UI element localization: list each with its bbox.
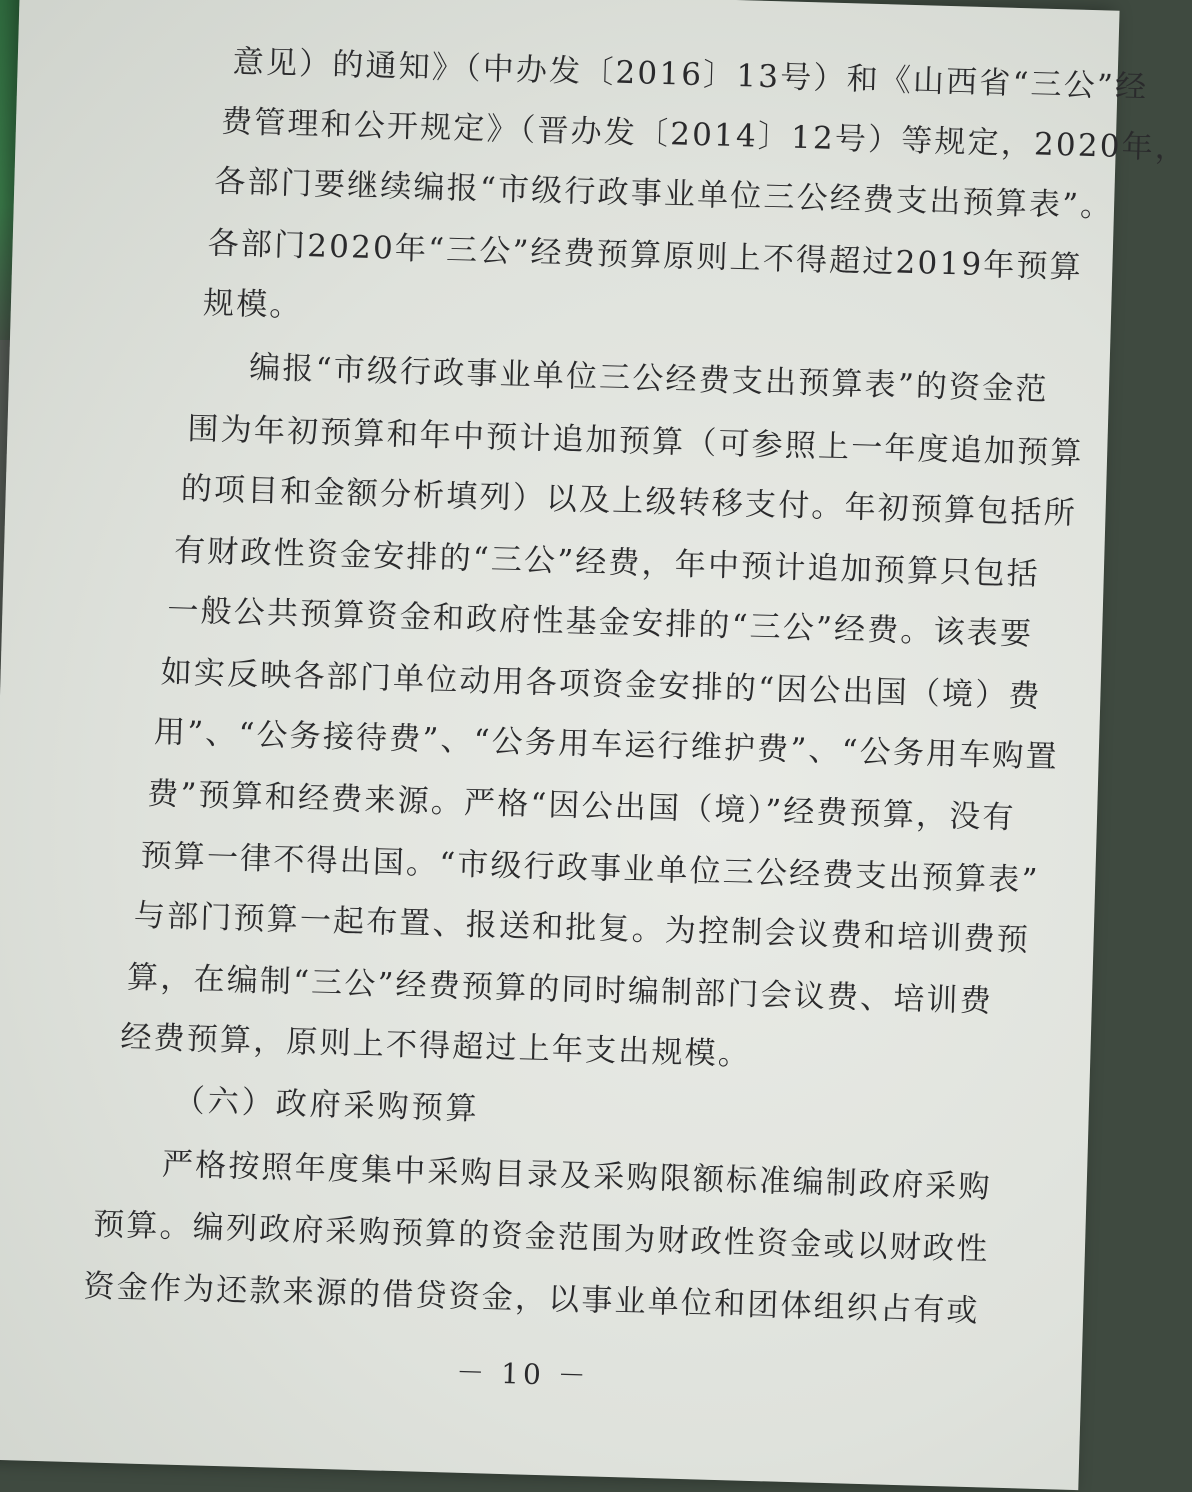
text-line-13: 费”预算和经费来源。严格“因公出国（境）”经费预算，没有	[146, 775, 1017, 837]
text-line-6: 编报“市级行政事业单位三公经费支出预算表”的资金范	[248, 349, 1050, 408]
page-number: － 10 －	[455, 1355, 591, 1393]
text-line-8: 的项目和金额分析填列）以及上级转移支付。年初预算包括所	[180, 470, 1078, 532]
text-line-2: 费管理和公开规定》（晋办发〔2014〕12号）等规定，2020年，	[220, 103, 1189, 167]
text-line-20: 预算。编列政府采购预算的资金范围为财政性资金或以财政性	[92, 1206, 990, 1268]
text-line-11: 如实反映各部门单位动用各项资金安排的“因公出国（境）费	[160, 654, 1043, 715]
text-line-1: 意见）的通知》（中办发〔2016〕13号）和《山西省“三公”经	[232, 43, 1149, 106]
text-line-10: 一般公共预算资金和政府性基金安排的“三公”经费。该表要	[166, 592, 1034, 653]
text-line-17: 经费预算，原则上不得超过上年支出规模。	[120, 1019, 752, 1073]
text-line-3: 各部门要继续编报“市级行政事业单位三公经费支出预算表”。	[213, 163, 1114, 225]
text-line-15: 与部门预算一起布置、报送和批复。为控制会议费和培训费预	[133, 897, 1031, 959]
text-line-4: 各部门2020年“三公”经费预算原则上不得超过2019年预算	[207, 225, 1084, 286]
text-line-19: 严格按照年度集中采购目录及采购限额标准编制政府采购	[161, 1146, 993, 1206]
text-line-5: 规模。	[202, 285, 304, 325]
text-line-9: 有财政性资金安排的“三公”经费，年中预计追加预算只包括	[173, 532, 1041, 593]
text-line-7: 围为年初预算和年中预计追加预算（可参照上一年度追加预算	[187, 410, 1085, 472]
text-line-16: 算，在编制“三公”经费预算的同时编制部门会议费、培训费	[126, 959, 994, 1020]
section-heading: （六）政府采购预算	[173, 1082, 481, 1128]
text-line-14: 预算一律不得出国。“市级行政事业单位三公经费支出预算表”	[140, 837, 1041, 899]
text-line-21: 资金作为还款来源的借贷资金，以事业单位和团体组织占有或	[83, 1268, 981, 1330]
text-line-12: 用”、“公务接待费”、“公务用车运行维护费”、“公务用车购置	[153, 714, 1060, 776]
